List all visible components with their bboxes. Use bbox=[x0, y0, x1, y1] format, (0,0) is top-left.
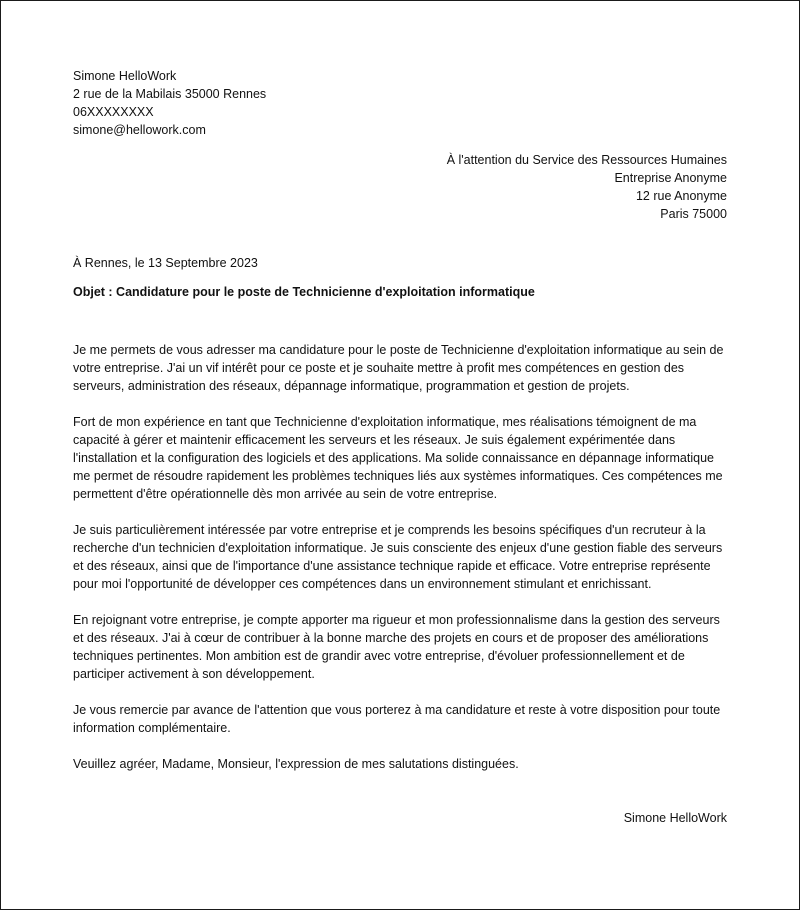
letter-date: À Rennes, le 13 Septembre 2023 bbox=[73, 256, 258, 270]
recipient-street: 12 rue Anonyme bbox=[635, 189, 727, 203]
body-paragraph: Je me permets de vous adresser ma candidature pour le poste de Technicienne d'exploitation informatique au sein de votre entreprise. J'ai un vif intérêt pour ce poste et je souhaite mettre à profit mes compétences en gestion des serveurs, administration des réseaux, dépannage informatique, programmation et gestion de projets. bbox=[73, 343, 724, 393]
body-paragraph: Fort de mon expérience en tant que Technicienne d'exploitation informatique, mes réalisations témoignent de ma capacité à gérer et maintenir efficacement les serveurs et les réseaux. Je suis également expérimentée dans l'installation et la configuration des logiciels et des applications. Ma solide connaissance en dépannage informatique me permet de résoudre rapidement les problèmes techniques liés aux systèmes informatiques. Ces compétences me permettent d'être opérationnelle dès mon arrivée au sein de votre entreprise. bbox=[73, 415, 723, 501]
sender-phone: 06XXXXXXXX bbox=[73, 105, 154, 119]
body-paragraph: En rejoignant votre entreprise, je compte apporter ma rigueur et mon professionnalisme dans la gestion des serveurs et des réseaux. J'ai à cœur de contribuer à la bonne marche des projets en cours et de proposer des améliorations techniques pertinentes. Mon ambition est de grandir avec votre entreprise, d'évoluer professionnellement et de participer activement à son développement. bbox=[73, 613, 720, 681]
sender-name: Simone HelloWork bbox=[73, 69, 177, 83]
recipient-block bbox=[73, 151, 727, 223]
sender-block bbox=[73, 67, 727, 139]
sender-email: simone@hellowork.com bbox=[73, 123, 206, 137]
body-paragraph: Je suis particulièrement intéressée par votre entreprise et je comprends les besoins spécifiques d'un recruteur à la recherche d'un technicien d'exploitation informatique. Je suis consciente des enjeux d'une gestion fiable des serveurs et des réseaux, ainsi que de l'importance d'une assistance technique rapide et efficace. Votre entreprise représente pour moi l'opportunité de développer ces compétences dans un environnement stimulant et enrichissant. bbox=[73, 523, 723, 591]
body-paragraph: Je vous remercie par avance de l'attention que vous porterez à ma candidature et reste à votre disposition pour toute information complémentaire. bbox=[73, 703, 721, 735]
letter-body bbox=[73, 341, 727, 773]
recipient-attention: À l'attention du Service des Ressources Humaines bbox=[446, 153, 727, 167]
sender-address: 2 rue de la Mabilais 35000 Rennes bbox=[73, 87, 267, 101]
recipient-company: Entreprise Anonyme bbox=[614, 171, 727, 185]
letter-subject: Objet : Candidature pour le poste de Technicienne d'exploitation informatique bbox=[73, 285, 535, 299]
recipient-city: Paris 75000 bbox=[660, 207, 727, 221]
closing-paragraph: Veuillez agréer, Madame, Monsieur, l'expression de mes salutations distinguées. bbox=[73, 757, 519, 771]
signature: Simone HelloWork bbox=[623, 811, 727, 825]
